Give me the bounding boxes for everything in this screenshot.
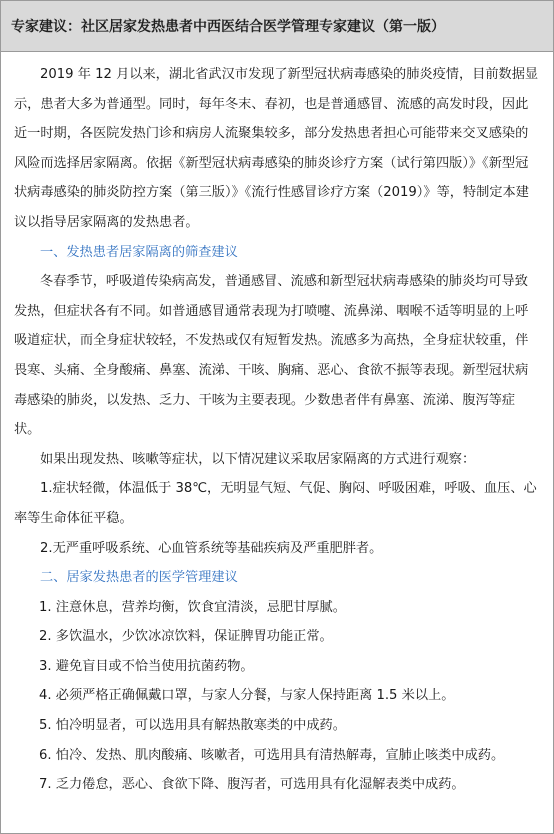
management-item: 7. 乏力倦怠，恶心、食欲下降、腹泻者，可选用具有化湿解表类中成药。 xyxy=(39,777,465,793)
article-body xyxy=(1,52,553,800)
intro-paragraph: 2019 年 12 月以来，湖北省武汉市发现了新型冠状病毒感染的肺炎疫情，目前数据显示，患者大多为普通型。同时，每年冬末、春初，也是普通感冒、流感的高发时段，因此近一时期，各医院发热门诊和病房人流聚集较多，部分发热患者担心可能带来交叉感染的风险而选择居家隔离。依据《新型冠状病毒感染的肺炎诊疗方案（试行第四版）》《新型冠状病毒感染的肺炎防控方案（第三版）》《流行性感冒诊疗方案（2019）》等，特制定本建议以指导居家隔离的发热患者。 xyxy=(14,67,539,230)
management-item: 2. 多饮温水，少饮冰凉饮料，保证脾胃功能正常。 xyxy=(39,629,333,645)
section-heading-screening: 一、发热患者居家隔离的筛查建议 xyxy=(40,244,238,260)
management-item: 5. 怕冷明显者，可以选用具有解热散寒类的中成药。 xyxy=(39,718,346,734)
article-title: 专家建议：社区居家发热患者中西医结合医学管理专家建议（第一版） xyxy=(1,1,553,52)
management-item: 6. 怕冷、发热、肌肉酸痛、咳嗽者，可选用具有清热解毒，宣肺止咳类中成药。 xyxy=(39,747,505,763)
symptoms-paragraph: 冬春季节，呼吸道传染病高发，普通感冒、流感和新型冠状病毒感染的肺炎均可导致发热，但症状各有不同。如普通感冒通常表现为打喷嚏、流鼻涕、咽喉不适等明显的上呼吸道症状，而全身症状较轻，不发热或仅有短暂发热。流感多为高热，全身症状较重，伴畏寒、头痛、全身酸痛、鼻塞、流涕、干咳、胸痛、恶心、食欲不振等表现。新型冠状病毒感染的肺炎，以发热、乏力、干咳为主要表现。少数患者伴有鼻塞、流涕、腹泻等症状。 xyxy=(14,274,529,438)
isolation-criterion-1: 1.症状轻微，体温低于 38℃，无明显气短、气促、胸闷、呼吸困难，呼吸、血压、心率等生命体征平稳。 xyxy=(14,481,537,526)
isolation-criterion-2: 2.无严重呼吸系统、心血管系统等基础疾病及严重肥胖者。 xyxy=(40,540,383,556)
management-item: 3. 避免盲目或不恰当使用抗菌药物。 xyxy=(39,658,254,674)
management-item: 1. 注意休息，营养均衡，饮食宜清淡，忌肥甘厚腻。 xyxy=(39,599,346,615)
isolation-criteria-intro: 如果出现发热、咳嗽等症状，以下情况建议采取居家隔离的方式进行观察： xyxy=(40,451,476,467)
section-heading-management: 二、居家发热患者的医学管理建议 xyxy=(40,570,238,586)
management-item: 4. 必须严格正确佩戴口罩，与家人分餐，与家人保持距离 1.5 米以上。 xyxy=(39,688,455,704)
